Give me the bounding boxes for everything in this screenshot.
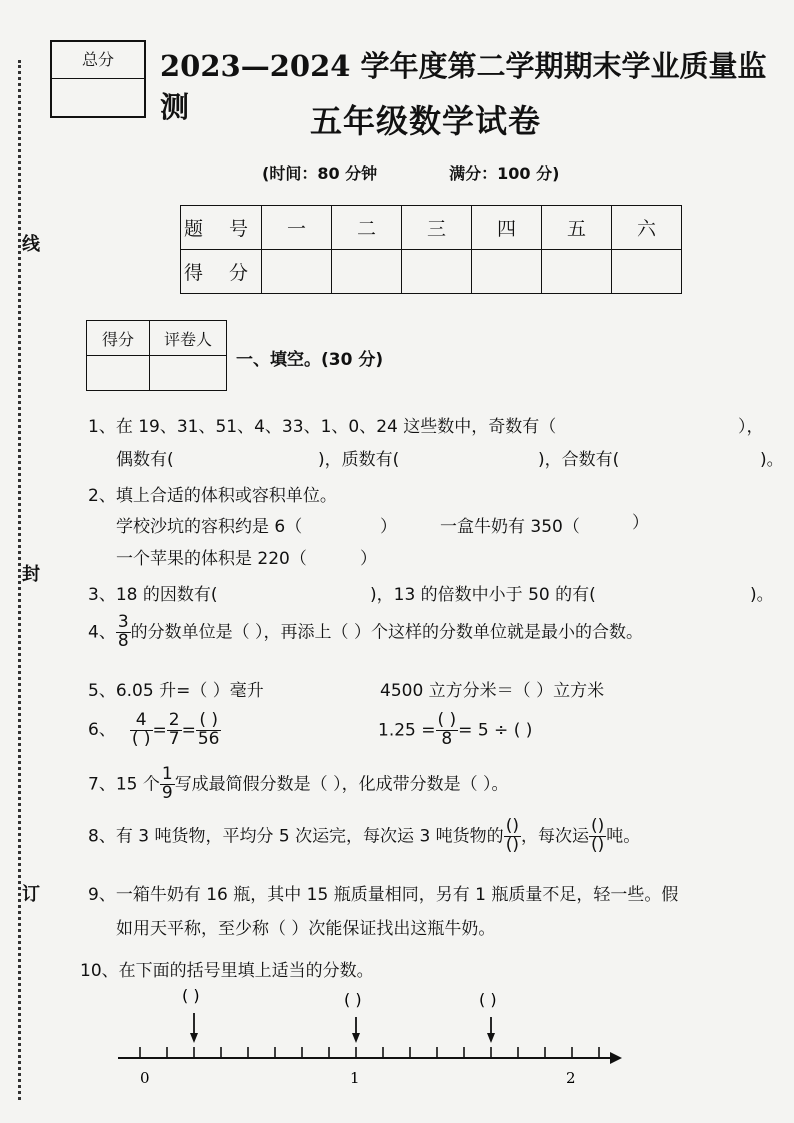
grader-table	[86, 320, 227, 391]
q1-composite: )，合数有(	[538, 450, 620, 470]
q8-f1-den: ()	[505, 834, 519, 855]
q6-fraction-3	[196, 712, 222, 749]
number-line-ticks	[140, 1047, 599, 1058]
question-4	[88, 614, 643, 651]
q2-sandpit: 学校沙坑的容积约是 6（	[116, 517, 303, 537]
question-3-b: )，13 的倍数中小于 50 的有(	[370, 585, 596, 605]
grader-name-label: 评卷人	[150, 321, 227, 356]
question-5-a: 5、6.05 升=（ ）毫升	[88, 681, 264, 701]
q4-numerator: 3	[117, 612, 129, 632]
score-table-col: 四	[472, 206, 542, 250]
number-line-label-2: 2	[566, 1069, 576, 1087]
q7-text: 写成最简假分数是（ ），化成带分数是（ ）。	[174, 774, 509, 795]
number-line-label-0: 0	[140, 1069, 150, 1087]
q7-den: 9	[161, 782, 173, 803]
q2-apple-close: ）	[360, 549, 377, 569]
q6-f4-num: ( )	[437, 710, 457, 730]
score-table-header-row	[181, 206, 682, 250]
score-table-col: 一	[262, 206, 332, 250]
q6-number: 6、	[88, 720, 116, 741]
score-table-col: 六	[612, 206, 682, 250]
q6-f2-num: 2	[168, 710, 180, 730]
grader-score-label: 得分	[87, 321, 150, 356]
margin-char-bind: 订	[22, 884, 40, 905]
q1-close: )。	[760, 450, 784, 470]
q6-eq-2: =	[181, 720, 196, 741]
binding-dotted-line	[18, 60, 21, 1100]
q4-text: 的分数单位是（ ），再添上（ ）个这样的分数单位就是最小的合数。	[130, 622, 643, 643]
number-line-pointer-head	[487, 1033, 495, 1043]
q6-f1-den: ( )	[131, 728, 151, 749]
question-9-line-1: 9、一箱牛奶有 16 瓶，其中 15 瓶质量相同，另有 1 瓶质量不足，轻一些。假	[88, 885, 679, 905]
number-line-arrows	[182, 986, 497, 1043]
q6-f3-den: 56	[197, 728, 220, 749]
score-table-col: 五	[542, 206, 612, 250]
q8-f1-num: ()	[505, 816, 519, 836]
number-line-arrowhead	[610, 1052, 622, 1064]
section-title: 一、填空。(30 分)	[236, 350, 384, 370]
grader-name-cell[interactable]	[150, 356, 227, 391]
score-cell[interactable]	[472, 250, 542, 294]
q6-f3-num: ( )	[196, 712, 222, 731]
score-table-col: 三	[402, 206, 472, 250]
q4-fraction	[116, 614, 131, 651]
exam-title: 2023—2024 学年度第二学期期末学业质量监测	[160, 49, 767, 124]
score-cell[interactable]	[542, 250, 612, 294]
number-line-blank[interactable]: ( )	[479, 990, 497, 1009]
q1-end: ），	[738, 417, 764, 437]
grader-score-cell[interactable]	[87, 356, 150, 391]
question-3-a: 3、18 的因数有(	[88, 585, 218, 605]
q8-fraction-1	[504, 818, 521, 855]
q2-apple: 一个苹果的体积是 220（	[116, 549, 307, 569]
question-8	[88, 818, 640, 855]
q6-fraction-1	[130, 712, 153, 749]
question-1-line-1	[88, 412, 556, 437]
score-table-score-row	[181, 250, 682, 294]
q8-b: ，每次运	[520, 826, 589, 847]
score-table	[180, 205, 682, 294]
number-line-label-1: 1	[350, 1069, 360, 1087]
margin-char-line: 线	[22, 234, 40, 255]
question-2-title: 2、填上合适的体积或容积单位。	[88, 486, 337, 506]
score-cell[interactable]	[262, 250, 332, 294]
q6b-pre: 1.25 =	[378, 720, 436, 741]
margin-char-seal: 封	[22, 564, 40, 585]
exam-time: (时间：80 分钟	[262, 164, 378, 183]
exam-meta	[262, 161, 631, 184]
q1-even: 偶数有(	[116, 450, 174, 470]
number-line-blank[interactable]: ( )	[182, 986, 200, 1005]
q7-num: 1	[161, 764, 173, 784]
q4-number: 4、	[88, 622, 116, 643]
q6-fraction-4	[436, 712, 459, 749]
q7-fraction	[160, 766, 175, 803]
question-6-b	[378, 712, 532, 749]
q6-f1-num: 4	[130, 712, 153, 731]
q1-text: 1、在 19、31、51、4、33、1、0、24 这些数中，奇数有（	[88, 417, 557, 437]
q4-denominator: 8	[117, 630, 129, 651]
score-cell[interactable]	[612, 250, 682, 294]
q8-a: 8、有 3 吨货物，平均分 5 次运完，每次运 3 吨货物的	[88, 826, 504, 847]
question-10: 10、在下面的括号里填上适当的分数。	[80, 961, 374, 981]
question-5-b: 4500 立方分米＝（ ）立方米	[380, 681, 605, 701]
number-line	[110, 985, 630, 1095]
score-cell[interactable]	[332, 250, 402, 294]
q6-fraction-2	[167, 712, 182, 749]
score-table-row-label: 题 号	[181, 206, 262, 250]
total-score-label: 总分	[52, 42, 144, 79]
q2-milk: 一盒牛奶有 350（	[440, 517, 580, 537]
number-line-blank[interactable]: ( )	[344, 990, 362, 1009]
number-line-pointer-head	[190, 1033, 198, 1043]
q6-eq-1: =	[152, 720, 167, 741]
exam-subtitle: 五年级数学试卷	[310, 102, 542, 140]
question-9-line-2: 如用天平称，至少称（ ）次能保证找出这瓶牛奶。	[116, 919, 496, 939]
q1-prime: )，质数有(	[318, 450, 400, 470]
question-7	[88, 766, 509, 803]
exam-full-score: 满分：100 分)	[449, 164, 560, 183]
q6-f4-den: 8	[441, 728, 453, 749]
score-cell[interactable]	[402, 250, 472, 294]
total-score-box	[50, 40, 146, 118]
number-line-pointer-head	[352, 1033, 360, 1043]
q8-fraction-2	[589, 818, 606, 855]
q6b-end: = 5 ÷ ( )	[458, 720, 533, 741]
question-6-a	[88, 712, 221, 749]
score-table-row-label: 得 分	[181, 250, 262, 294]
q8-f2-den: ()	[590, 834, 605, 855]
q8-f2-num: ()	[590, 816, 605, 836]
question-3-c: )。	[750, 585, 774, 605]
q2-milk-close: ）	[632, 513, 649, 533]
q6-f2-den: 7	[168, 728, 180, 749]
q7-pre: 7、15 个	[88, 774, 160, 795]
score-table-col: 二	[332, 206, 402, 250]
q2-sandpit-close: ）	[380, 517, 397, 537]
q8-c: 吨。	[606, 826, 641, 847]
